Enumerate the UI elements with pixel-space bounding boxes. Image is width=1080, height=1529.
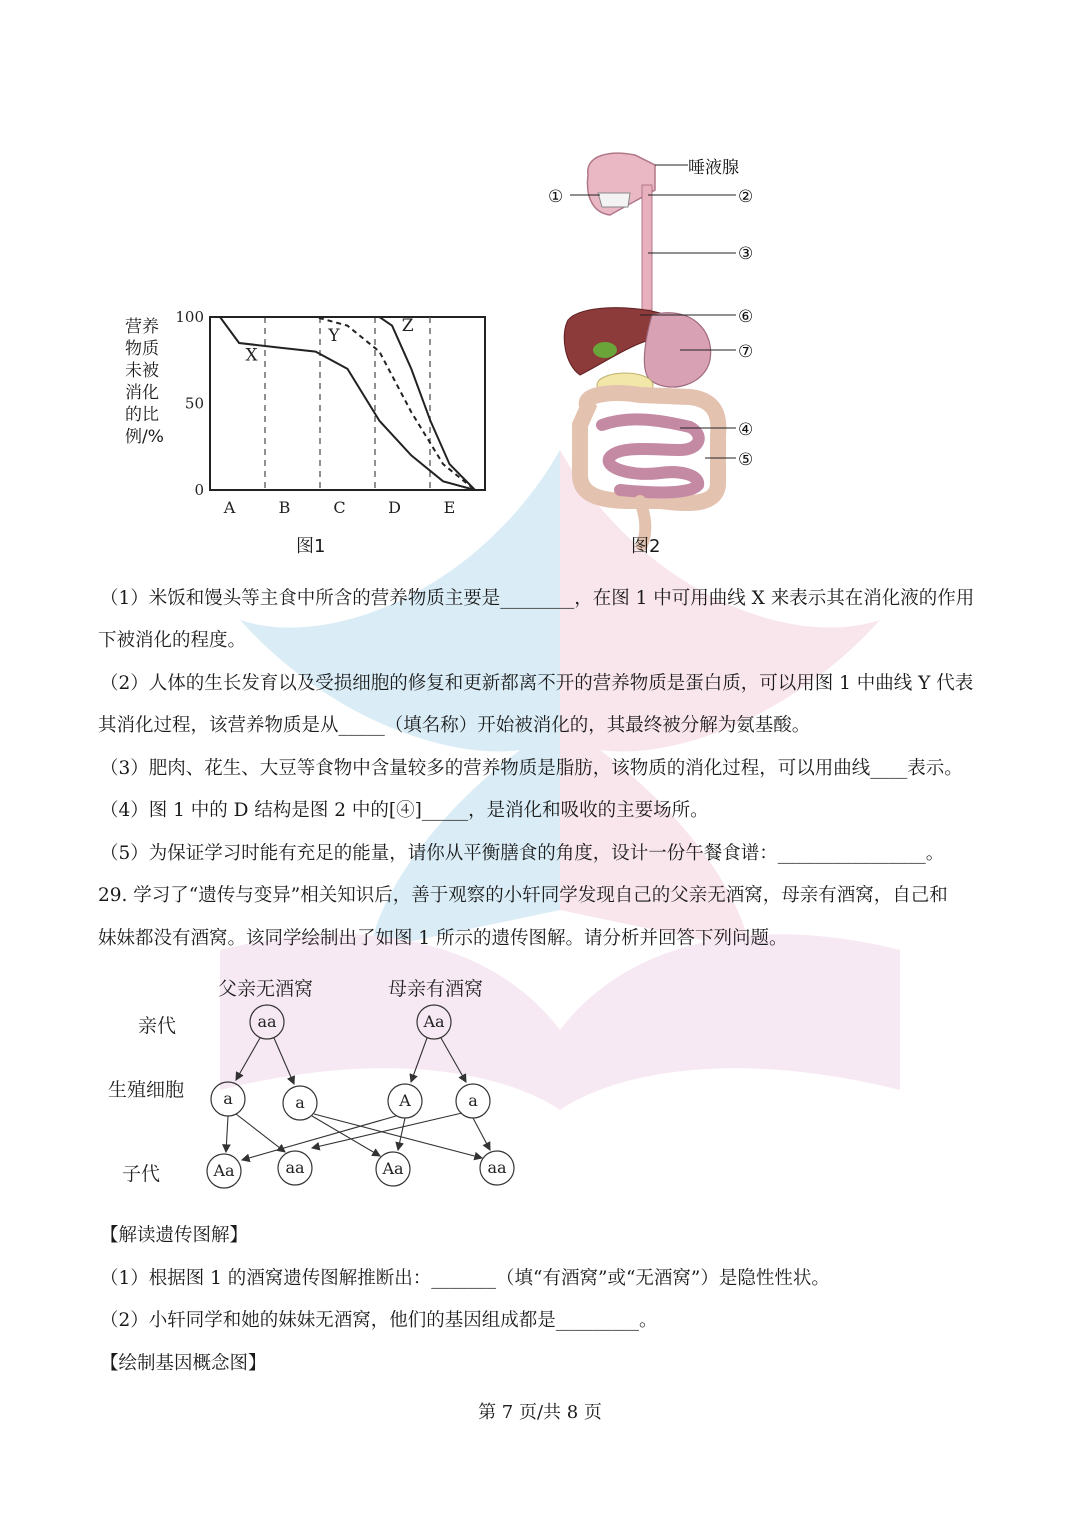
gamete-1: a (223, 1089, 233, 1108)
x-tick-label: D (388, 498, 401, 517)
line-chart (120, 300, 500, 565)
section-heading-reading: 【解读遗传图解】 (100, 1225, 249, 1246)
q28-line-2: 下被消化的程度。 (98, 630, 247, 651)
figure-1-caption: 图1 (296, 536, 326, 557)
reading-q2: （2）小轩同学和她的妹妹无酒窝，他们的基因组成都是_________。 (100, 1310, 658, 1331)
figure-2-caption: 图2 (631, 536, 661, 557)
page-footer: 第 7 页/共 8 页 (478, 1402, 602, 1423)
curve-label: Z (401, 315, 414, 336)
y-label-line: 例/% (125, 427, 164, 447)
label-2: ② (738, 187, 754, 207)
label-4: ④ (738, 420, 754, 440)
y-tick-label: 50 (184, 394, 204, 413)
gallbladder (593, 342, 617, 358)
y-label-line: 物质 (125, 339, 159, 359)
curve-x (220, 317, 475, 490)
q28-line-6: （4）图 1 中的 D 结构是图 2 中的[④]_____，是消化和吸收的主要场所。 (100, 800, 709, 821)
row-label-parent: 亲代 (138, 1015, 177, 1037)
mother-title: 母亲有酒窝 (388, 978, 484, 1000)
row-label-gamete: 生殖细胞 (108, 1079, 185, 1101)
q28-line-7: （5）为保证学习时能有充足的能量，请你从平衡膳食的角度，设计一份午餐食谱：________________。 (100, 843, 945, 864)
q28-line-3: （2）人体的生长发育以及受损细胞的修复和更新都离不开的营养物质是蛋白质，可以用图 1 中曲线 Y 代表 (100, 673, 974, 694)
digestive-system-illustration (540, 145, 780, 565)
gamete-3: A (399, 1091, 411, 1110)
gamete-2: a (295, 1093, 305, 1112)
row-label-child: 子代 (122, 1163, 161, 1185)
label-3: ③ (738, 244, 754, 264)
genetics-diagram (100, 970, 540, 1200)
label-1: ① (548, 187, 564, 207)
reading-q1: （1）根据图 1 的酒窝遗传图解推断出：_______（填“有酒窝”或“无酒窝”）是隐性性状。 (100, 1268, 830, 1289)
mother-genotype: Aa (423, 1012, 445, 1031)
label-5: ⑤ (738, 450, 754, 470)
small-intestine (602, 419, 699, 492)
q29-line-2: 妹妹都没有酒窝。该同学绘制出了如图 1 所示的遗传图解。请分析并回答下列问题。 (98, 928, 788, 949)
label-6: ⑥ (738, 307, 754, 327)
esophagus (642, 185, 652, 310)
curve-z (220, 317, 475, 490)
q28-line-1: （1）米饭和馒头等主食中所含的营养物质主要是________，在图 1 中可用曲线 X 来表示其在消化液的作用 (100, 588, 975, 609)
curve-label: Y (328, 326, 340, 347)
curve-y (220, 317, 475, 490)
q28-line-5: （3）肥肉、花生、大豆等食物中含量较多的营养物质是脂肪，该物质的消化过程，可以用曲线____表示。 (100, 758, 963, 779)
q29-line-1: 29. 学习了“遗传与变异”相关知识后，善于观察的小轩同学发现自己的父亲无酒窝，母亲有酒窝，自己和 (98, 885, 948, 906)
figure-1 (120, 300, 500, 565)
gamete-4: a (468, 1091, 478, 1110)
child-3: Aa (382, 1159, 404, 1178)
y-label-line: 的比 (125, 405, 159, 425)
x-tick-label: E (443, 498, 456, 517)
y-tick-label: 100 (175, 308, 204, 326)
q28-line-4: 其消化过程，该营养物质是从_____（填名称）开始被消化的，其最终被分解为氨基酸。 (98, 715, 811, 736)
y-tick-label: 0 (194, 481, 204, 499)
x-tick-label: A (223, 498, 236, 517)
label-7: ⑦ (738, 342, 754, 362)
x-tick-label: B (278, 498, 291, 517)
child-2: aa (285, 1158, 305, 1177)
section-heading-concept-map: 【绘制基因概念图】 (100, 1353, 267, 1374)
genetics-svg (100, 970, 540, 1200)
child-1: Aa (213, 1161, 235, 1180)
y-label-line: 消化 (125, 383, 159, 403)
y-label-line: 未被 (125, 361, 159, 381)
label-salivary-gland: 唾液腺 (688, 158, 739, 178)
father-title: 父亲无酒窝 (218, 978, 314, 1000)
y-label-line: 营养 (125, 317, 159, 337)
x-tick-label: C (333, 498, 346, 517)
child-4: aa (487, 1158, 507, 1177)
curve-label: X (245, 345, 258, 366)
father-genotype: aa (257, 1012, 277, 1031)
mouth-teeth (598, 193, 630, 207)
figure-2 (540, 145, 780, 565)
